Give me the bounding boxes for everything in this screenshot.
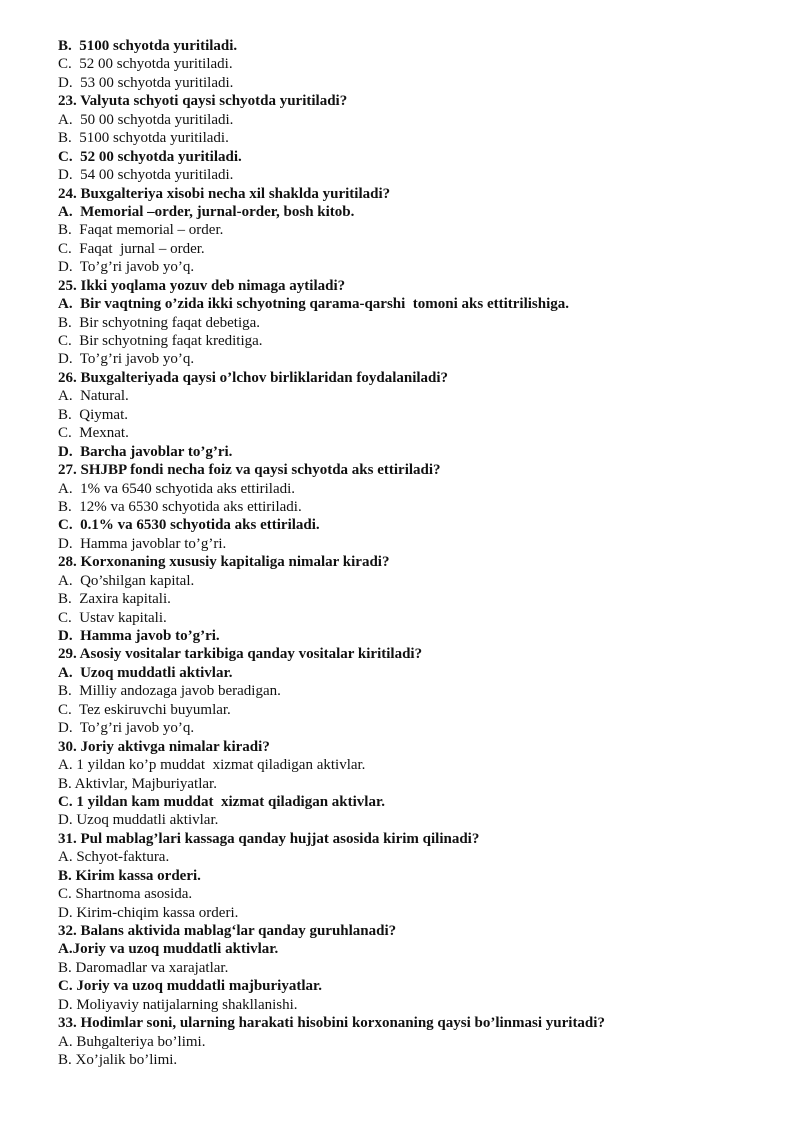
question-text: 24. Buxgalteriya xisobi necha xil shaklda yuritiladi?	[58, 185, 391, 202]
answer-option: C. 52 00 schyotda yuritiladi.	[58, 56, 233, 73]
document-page	[58, 37, 778, 1070]
answer-option: B. Milliy andozaga javob beradigan.	[58, 683, 281, 700]
answer-option: C. Shartnoma asosida.	[58, 886, 193, 903]
answer-option: C. Bir schyotning faqat kreditiga.	[58, 333, 263, 349]
answer-option: C. Ustav kapitali.	[58, 609, 167, 626]
answer-option: D. 54 00 schyotda yuritiladi.	[58, 167, 234, 184]
question-text: 30. Joriy aktivga nimalar kiradi?	[58, 738, 270, 755]
answer-option: A. Memorial –order, jurnal-order, bosh kitob.	[58, 203, 355, 220]
question-text: 31. Pul mablag’lari kassaga qanday hujjat asosida kirim qilinadi?	[58, 830, 480, 847]
question-text: 33. Hodimlar soni, ularning harakati hisobini korxonaning qaysi bo’linmasi yuritadi?	[58, 1015, 605, 1032]
answer-option: C. Tez eskiruvchi buyumlar.	[58, 701, 231, 718]
answer-option: B. Daromadlar va xarajatlar.	[58, 959, 229, 976]
answer-option: C. 1 yildan kam muddat xizmat qiladigan aktivlar.	[58, 793, 386, 810]
question-text: 26. Buxgalteriyada qaysi o’lchov birliklaridan foydalaniladi?	[58, 369, 449, 386]
answer-option: D. Hamma javoblar to’g’ri.	[58, 535, 227, 552]
question-text: 32. Balans aktivida mablag‘lar qanday guruhlanadi?	[58, 923, 397, 939]
answer-option: C. 0.1% va 6530 schyotida aks ettiriladi.	[58, 517, 320, 534]
answer-option: A. Uzoq muddatli aktivlar.	[58, 664, 233, 681]
answer-option: B. 12% va 6530 schyotida aks ettiriladi.	[58, 498, 302, 515]
answer-option: A. Bir vaqtning o’zida ikki schyotning qarama-qarshi tomoni aks ettitrilishiga.	[58, 296, 570, 313]
answer-option: A. Qo’shilgan kapital.	[58, 572, 195, 589]
answer-option: A. Schyot-faktura.	[58, 849, 170, 866]
answer-option: D. To’g’ri javob yo’q.	[58, 259, 195, 276]
answer-option: D. Kirim-chiqim kassa orderi.	[58, 904, 239, 921]
answer-option: C. Faqat jurnal – order.	[58, 240, 205, 257]
answer-option: B. Faqat memorial – order.	[58, 222, 224, 239]
answer-option: A. 50 00 schyotda yuritiladi.	[58, 111, 234, 128]
answer-option: A. 1 yildan ko’p muddat xizmat qiladigan aktivlar.	[58, 757, 366, 774]
question-text: 23. Valyuta schyoti qaysi schyotda yuritiladi?	[58, 93, 348, 110]
answer-option: D. Hamma javob to’g’ri.	[58, 628, 220, 644]
answer-option: B. Aktivlar, Majburiyatlar.	[58, 775, 217, 792]
question-text: 29. Asosiy vositalar tarkibiga qanday vositalar kiritiladi?	[58, 646, 423, 663]
answer-option: A. 1% va 6540 schyotida aks ettiriladi.	[58, 480, 296, 497]
answer-option: D. To’g’ri javob yo’q.	[58, 351, 195, 368]
question-text: 28. Korxonaning xususiy kapitaliga nimalar kiradi?	[58, 554, 390, 571]
answer-option: C. 52 00 schyotda yuritiladi.	[58, 148, 242, 165]
answer-option: B. Bir schyotning faqat debetiga.	[58, 314, 261, 331]
question-text: 25. Ikki yoqlama yozuv deb nimaga aytiladi?	[58, 277, 346, 294]
answer-option: A. Natural.	[58, 388, 129, 405]
answer-option: B. 5100 schyotda yuritiladi.	[58, 130, 229, 147]
answer-option: D. Uzoq muddatli aktivlar.	[58, 812, 219, 829]
answer-option: B. Zaxira kapitali.	[58, 591, 171, 608]
answer-option: A.Joriy va uzoq muddatli aktivlar.	[58, 941, 279, 958]
answer-option: A. Buhgalteriya bo’limi.	[58, 1033, 206, 1050]
answer-option: B. 5100 schyotda yuritiladi.	[58, 38, 238, 54]
answer-option: D. Barcha javoblar to’g’ri.	[58, 443, 233, 460]
question-text: 27. SHJBP fondi necha foiz va qaysi schyotda aks ettiriladi?	[58, 462, 441, 479]
answer-option: B. Kirim kassa orderi.	[58, 867, 201, 884]
answer-option: C. Joriy va uzoq muddatli majburiyatlar.	[58, 978, 323, 995]
answer-option: B. Xo’jalik bo’limi.	[58, 1052, 178, 1069]
answer-option: C. Mexnat.	[58, 425, 129, 442]
answer-option: D. Moliyaviy natijalarning shakllanishi.	[58, 996, 298, 1013]
answer-option: D. 53 00 schyotda yuritiladi.	[58, 74, 234, 91]
answer-option: B. Qiymat.	[58, 406, 128, 423]
answer-option: D. To’g’ri javob yo’q.	[58, 720, 195, 737]
